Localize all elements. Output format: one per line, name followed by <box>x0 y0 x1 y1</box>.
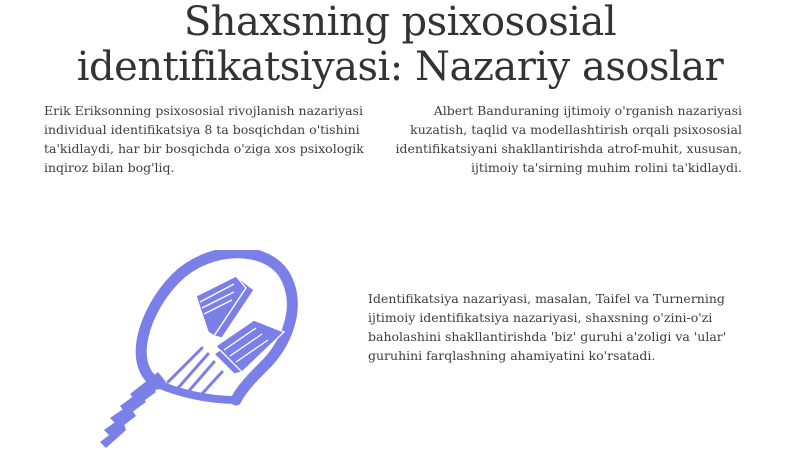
slide-title-line-1: Shaxsning psixososial <box>183 0 617 45</box>
lightbulb-book-icon <box>96 250 316 449</box>
bandura-paragraph: Albert Banduraning ijtimoiy o'rganish nazariyasi kuzatish, taqlid va modellashtirish orqali psixososial identifikatsiyani shakllantirishda atrof-muhit, xususan, ijtimoiy ta'sirning muhim rolini ta'kidlaydi. <box>395 103 742 175</box>
lightbulb-book-illustration <box>96 250 316 449</box>
slide-title <box>0 0 800 90</box>
tajfel-paragraph: Identifikatsiya nazariyasi, masalan, Taifel va Turnerning ijtimoiy identifikatsiya nazariyasi, shaxsning o'zini-o'zi baholashini shakllantirishda 'biz' guruhi a'zoligi va 'ular' guruhini farqlashning ahamiyatini ko'rsatadi. <box>368 291 727 363</box>
lightbulb-base-icon <box>100 372 166 448</box>
erikson-paragraph: Erik Eriksonning psixososial rivojlanish nazariyasi individual identifikatsiya 8 ta bosqichdan o'tishini ta'kidlaydi, har bir bosqichda o'ziga xos psixologik inqiroz bilan bog'liq. <box>44 103 364 175</box>
slide-title-line-2: identifikatsiyasi: Nazariy asoslar <box>76 44 724 90</box>
